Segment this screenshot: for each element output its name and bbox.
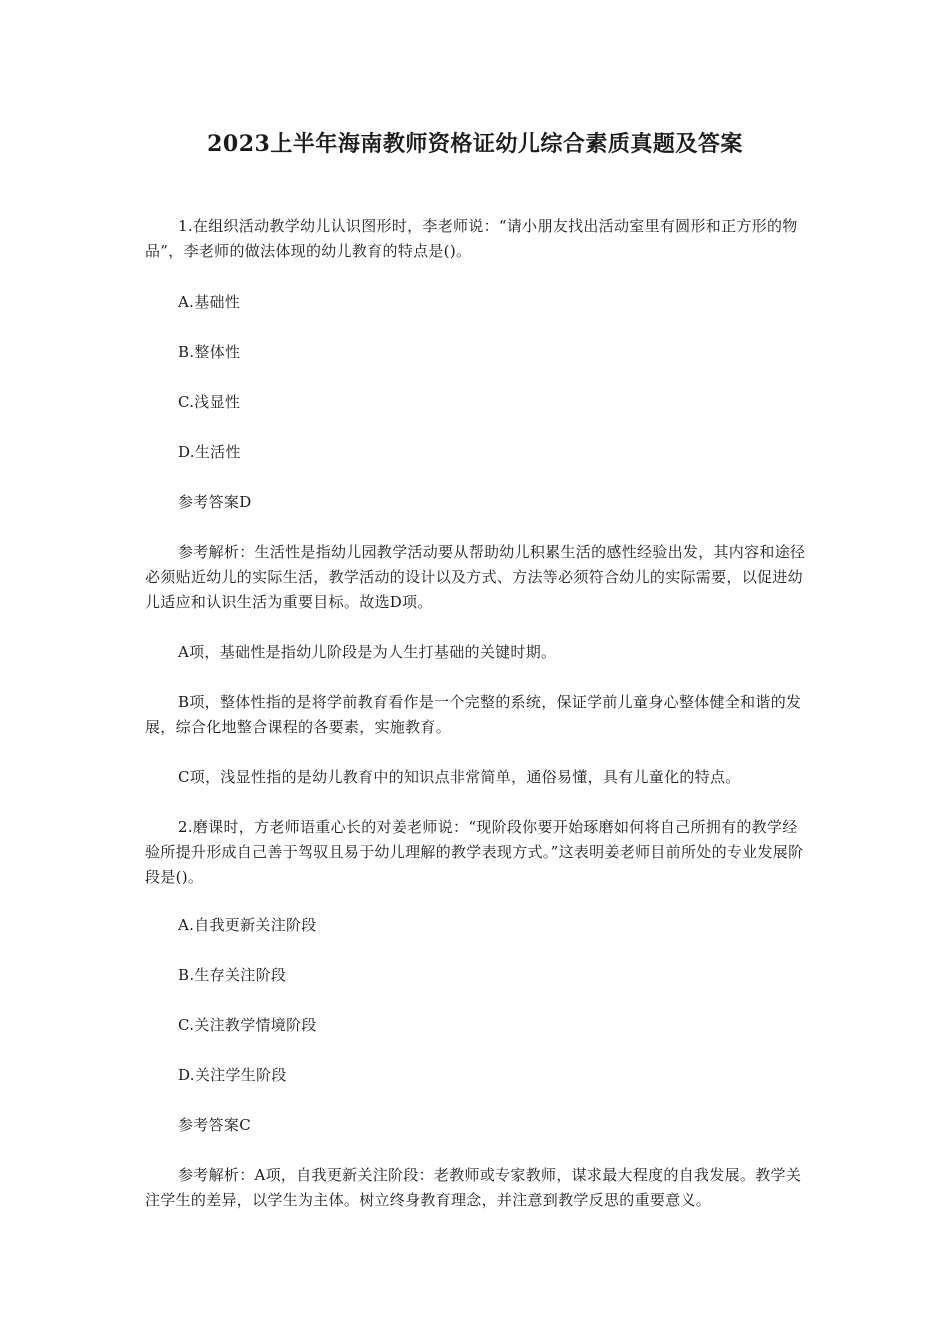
q2-option-c: C.关注教学情境阶段	[178, 1016, 317, 1034]
q1-option-a: A.基础性	[178, 293, 241, 311]
q2-stem: 2.磨课时，方老师语重心长的对姜老师说：“现阶段你要开始琢磨如何将自己所拥有的教学经验所提升形成自己善于驾驭且易于幼儿理解的教学表现方式。”这表明姜老师目前所处的专业发展阶段是()。	[145, 818, 804, 886]
q1-option-d: D.生活性	[178, 443, 241, 461]
q2-option-a: A.自我更新关注阶段	[178, 916, 317, 934]
document-title: 2023上半年海南教师资格证幼儿综合素质真题及答案	[207, 131, 743, 157]
q1-note-c: C项，浅显性指的是幼儿教育中的知识点非常简单，通俗易懂，具有儿童化的特点。	[178, 768, 741, 786]
q2-analysis: 参考解析：A项，自我更新关注阶段：老教师或专家教师，谋求最大程度的自我发展。教学关注学生的差异，以学生为主体。树立终身教育理念，并注意到教学反思的重要意义。	[145, 1166, 802, 1209]
q2-answer: 参考答案C	[178, 1116, 251, 1134]
q2-option-d: D.关注学生阶段	[178, 1066, 287, 1084]
q1-option-b: B.整体性	[178, 343, 241, 361]
q1-note-b: B项，整体性指的是将学前教育看作是一个完整的系统，保证学前儿童身心整体健全和谐的发展，综合化地整合课程的各要素，实施教育。	[145, 693, 802, 736]
q1-analysis: 参考解析：生活性是指幼儿园教学活动要从帮助幼儿积累生活的感性经验出发，其内容和途径必须贴近幼儿的实际生活，教学活动的设计以及方式、方法等必须符合幼儿的实际需要，以促进幼儿适应和认识生活为重要目标。故选D项。	[145, 543, 806, 611]
q1-answer: 参考答案D	[178, 493, 252, 511]
q2-option-b: B.生存关注阶段	[178, 966, 287, 984]
q1-note-a: A项，基础性是指幼儿阶段是为人生打基础的关键时期。	[178, 643, 557, 661]
q1-stem: 1.在组织活动教学幼儿认识图形时，李老师说：“请小朋友找出活动室里有圆形和正方形的物品”，李老师的做法体现的幼儿教育的特点是()。	[145, 217, 798, 260]
q1-option-c: C.浅显性	[178, 393, 241, 411]
